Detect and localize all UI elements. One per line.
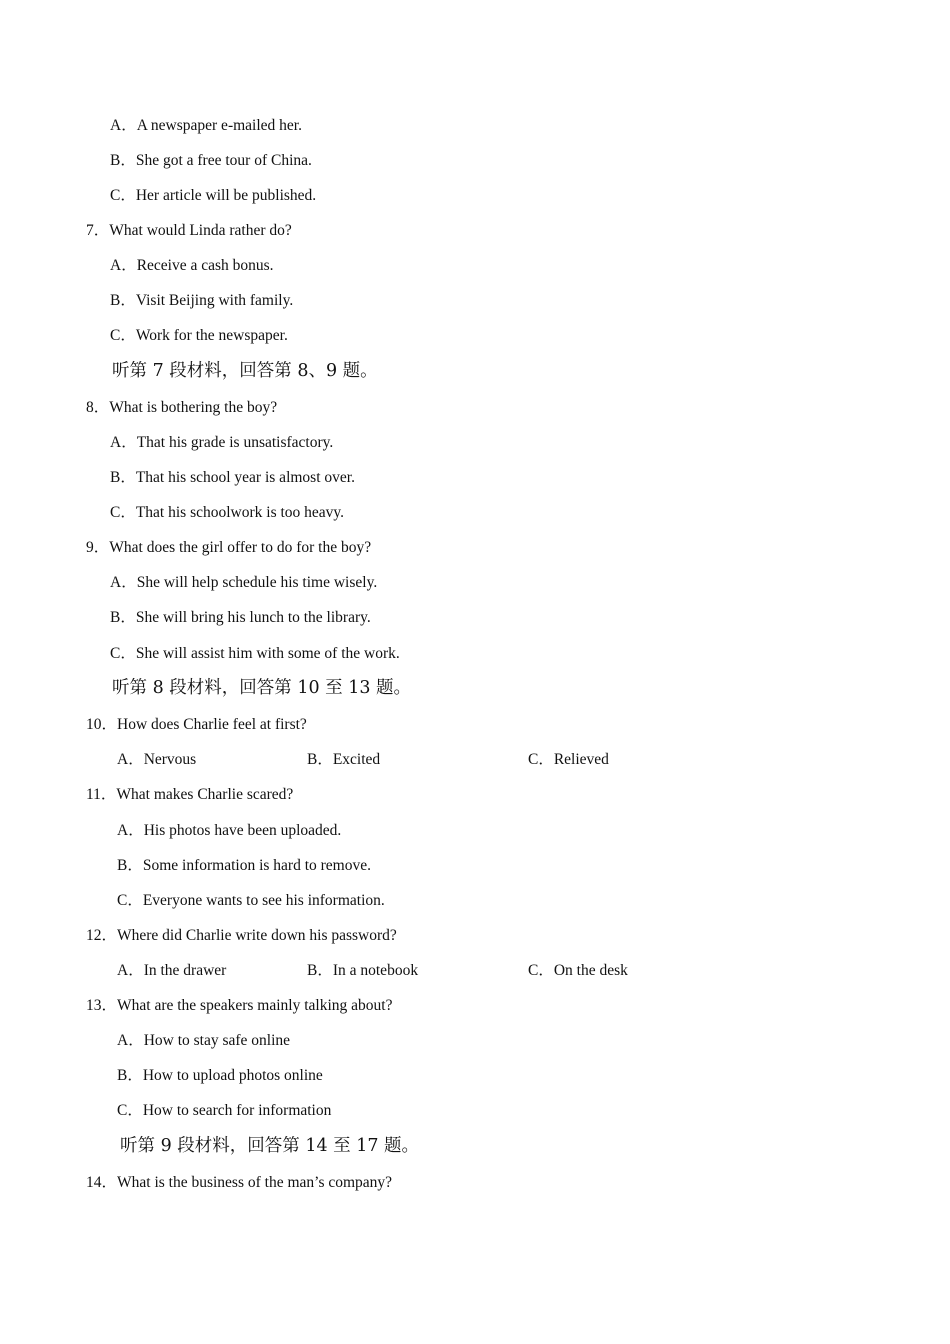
q8-option-a: A．That his grade is unsatisfactory. <box>110 434 334 451</box>
q6-option-c: C．Her article will be published. <box>110 187 317 204</box>
q10-option-b: B．Excited <box>307 751 381 768</box>
q11-stem: 11．What makes Charlie scared? <box>86 786 294 803</box>
q9-option-b: B．She will bring his lunch to the library. <box>110 609 371 626</box>
q9-option-c: C．She will assist him with some of the work. <box>110 645 400 662</box>
q12-option-b: B．In a notebook <box>307 962 419 979</box>
q8-option-b: B．That his school year is almost over. <box>110 469 355 486</box>
q12-option-c: C．On the desk <box>528 962 628 979</box>
q11-option-b: B．Some information is hard to remove. <box>117 857 371 874</box>
section-heading-9: 听第 9 段材料，回答第 14 至 17 题。 <box>120 1136 420 1156</box>
q9-option-a: A．She will help schedule his time wisely. <box>110 574 378 591</box>
q8-option-c: C．That his schoolwork is too heavy. <box>110 504 345 521</box>
section-heading-7: 听第 7 段材料，回答第 8、9 题。 <box>112 361 378 381</box>
q10-option-a: A．Nervous <box>117 751 197 768</box>
q11-option-c: C．Everyone wants to see his information. <box>117 892 385 909</box>
q10-stem: 10．How does Charlie feel at first? <box>86 716 307 733</box>
q14-stem: 14．What is the business of the man’s company? <box>86 1174 393 1191</box>
q11-option-a: A．His photos have been uploaded. <box>117 822 342 839</box>
q7-option-b: B．Visit Beijing with family. <box>110 292 294 309</box>
q10-option-c: C．Relieved <box>528 751 609 768</box>
q12-option-a: A．In the drawer <box>117 962 227 979</box>
section-heading-8: 听第 8 段材料，回答第 10 至 13 题。 <box>112 678 412 698</box>
q7-stem: 7．What would Linda rather do? <box>86 222 292 239</box>
q8-stem: 8．What is bothering the boy? <box>86 399 278 416</box>
q7-option-c: C．Work for the newspaper. <box>110 327 288 344</box>
q13-option-b: B．How to upload photos online <box>117 1067 323 1084</box>
q13-stem: 13．What are the speakers mainly talking about? <box>86 997 393 1014</box>
q7-option-a: A．Receive a cash bonus. <box>110 257 274 274</box>
q12-stem: 12．Where did Charlie write down his password? <box>86 927 397 944</box>
q13-option-c: C．How to search for information <box>117 1102 332 1119</box>
q9-stem: 9．What does the girl offer to do for the boy? <box>86 539 372 556</box>
q6-option-b: B．She got a free tour of China. <box>110 152 312 169</box>
q13-option-a: A．How to stay safe online <box>117 1032 291 1049</box>
q6-option-a: A．A newspaper e-mailed her. <box>110 117 302 134</box>
